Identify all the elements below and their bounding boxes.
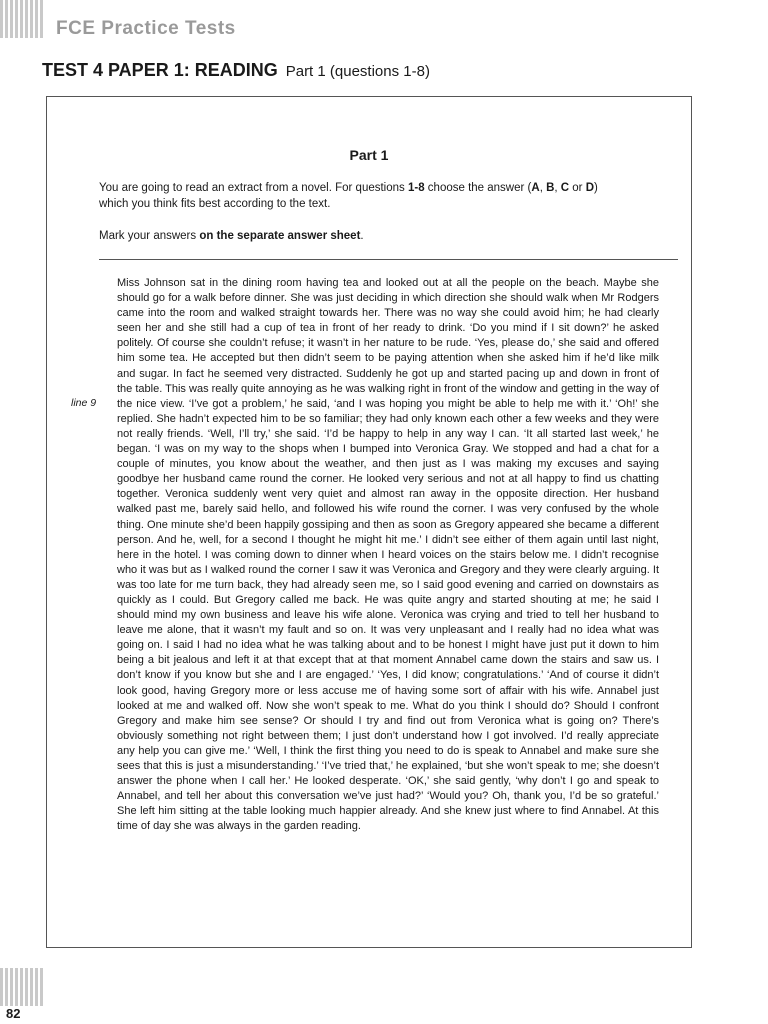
series-title: FCE Practice Tests: [56, 18, 236, 39]
instruction-answer-sheet: Mark your answers on the separate answer sheet.: [99, 230, 364, 242]
reading-passage: Miss Johnson sat in the dining room having tea and looked out at all the people on the beach. Maybe she should go for a walk before dinner. She was just deciding in which direction she should walk when Mr Rodgers came into the room and walked straight towards her. There was no way she could avoid him; he had clearly seen her and she still had a cup of tea in front of her ready to drink. ‘Do you mind if I sit down?’ he asked politely. Of course she couldn’t refuse; it wasn’t in her nature to be rude. ‘Yes, please do,’ she said and offered him some tea. He accepted but then didn’t seem to be paying attention when she asked him if he’d like milk and sugar. In fact he seemed very distracted. Suddenly he got up and started pacing up and down in front of the table. This was really quite annoying as he was walking right in front of the window and getting in the way of the nice view. ‘I’ve got a problem,’ he said, ‘and I was hoping you might be able to help me with it.’ ‘Oh!’ she replied. She hadn’t expected him to be so familiar; they had only known each other a few weeks and they were not really friends. ‘Well, I’ll try,’ she said. ‘I’d be happy to help in any way I can. ‘It all started last week,’ he began. ‘I was on my way to the shops when I bumped into Veronica Gray. We stopped and had a chat for a couple of minutes, you know about the weather, and then just as I was making my excuses and saying goodbye her husband came round the corner. He looked very serious and not at all happy to find us chatting together. Veronica suddenly went very quiet and almost ran away in the opposite direction. Her husband walked past me, barely said hello, and followed his wife round the corner. I was very confused by the whole thing. One minute she’d been happily gossiping and then as soon as Gregory appeared she became a different person. And he, well, for a second I thought he might hit me.’ I didn’t see either of them again until last night, here in the hotel. I was coming down to dinner when I heard voices on the stairs below me. I didn’t recognise who it was but as I walked round the corner I saw it was Veronica and Gregory and they were clearly arguing. It was too late for me turn back, they had already seen me, so I said good evening and carried on downstairs as quickly as I could. But Gregory called me back. He was quite angry and started shouting at me; he said I should mind my own business and leave his wife alone. Veronica was crying and tried to tell her husband to leave me alone, that it wasn’t my fault and so on. It was very unpleasant and I really had no idea what was going on. I said I had no idea what he was talking about and to be honest I might have just put it down to him being a bit jealous and left it at that except that at that moment Annabel came down the stairs and saw us. I don’t know if you know but she and I are engaged.’ ‘Yes, I did know; congratulations.’ ‘And of course it didn’t look good, having Gregory more or less accuse me of having some sort of affair with his wife. Annabel just looked at me and walked off. Now she won’t speak to me. What do you think I should do? Should I confront Gregory and make him see sense? Or should I try and find out from Veronica what is going on? There’s obviously something not right between them; I just don’t understand how I got involved. I’d really appreciate any help you can give me.’ ‘Well, I think the first thing you need to do is speak to Annabel and make sure she sees that this is just a misunderstanding.’ ‘I’ve tried that,’ he explained, ‘but she won’t speak to me; she doesn’t answer the phone when I call her.’ He looked desperate. ‘OK,’ she said gently, ‘why don’t I go and speak to Annabel, and tell her about this conversation we’ve just had?’ ‘Would you? Oh, thank you, I’d be so grateful.’ She left him sitting at the table looking much happier already. And she knew just where to find Annabel. At this time of day she was always in the garden reading.: [117, 277, 659, 833]
part-title: Part 1: [349, 147, 389, 163]
divider: [99, 259, 678, 260]
header-decorative-stripes: [0, 0, 46, 38]
page-number: 82: [6, 1006, 21, 1021]
instruction-questions: You are going to read an extract from a novel. For questions 1-8 choose the answer (A, B, C or D) which you think fits best according to the text.: [99, 182, 598, 210]
footer-decorative-stripes: [0, 968, 46, 1006]
test-heading: [42, 60, 430, 81]
test-title: TEST 4 PAPER 1: READING: [42, 60, 278, 80]
line-reference-label: line 9: [71, 397, 97, 409]
test-subtitle: Part 1 (questions 1-8): [285, 63, 430, 80]
instructions: [99, 180, 681, 244]
reading-box: [46, 96, 692, 948]
